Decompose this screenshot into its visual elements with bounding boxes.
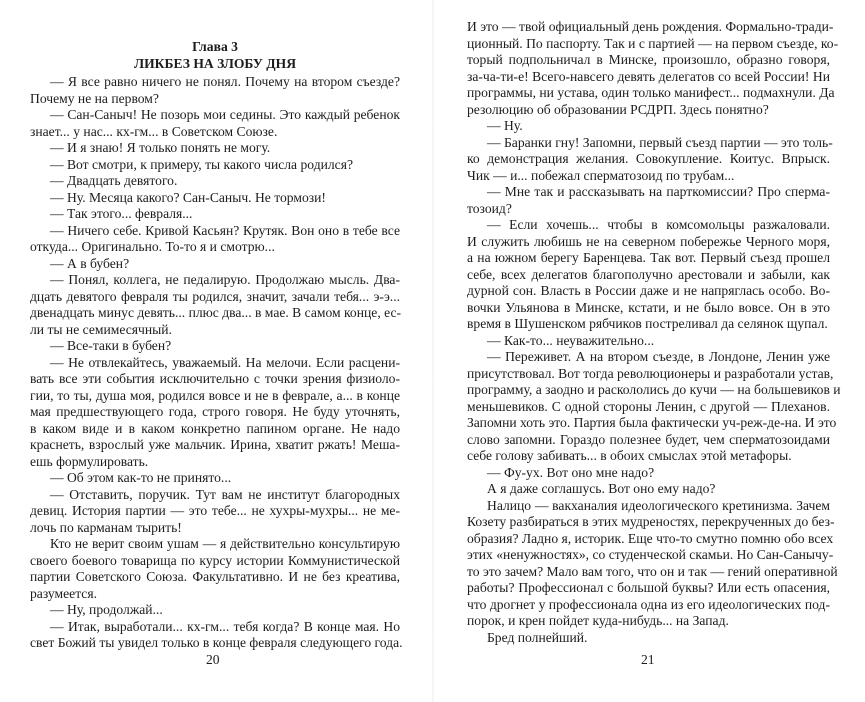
text-line: девиц. История партии — это тебе... не хухры-мухры... не ме-	[30, 503, 400, 518]
paragraph	[467, 184, 830, 217]
text-line: И служить любишь не на северном побережье Черного моря,	[467, 233, 830, 249]
paragraph	[467, 333, 830, 350]
text-line: себе, всех делегатов благополучно арестовали и забыли, как	[467, 266, 830, 282]
text-line: — Понял, коллега, не педалирую. Продолжаю мысль. Два-	[50, 272, 400, 287]
right-page-text	[467, 19, 841, 646]
paragraph	[30, 355, 400, 471]
text-line: — Не отвлекайтесь, уважаемый. На мелочи. Если расцени-	[50, 354, 400, 370]
paragraph	[467, 118, 830, 135]
text-line: ли ты не семимесячный.	[30, 321, 172, 337]
text-line: меньшевиков. С одной стороны Ленин, с другой — Плеханов.	[467, 398, 830, 414]
text-line: Запомни хоть это. Партия была фактически уч-реж-де-на. И это	[467, 415, 837, 430]
paragraph	[30, 470, 400, 487]
text-line: Почему не на первом?	[30, 90, 159, 106]
text-line: свет Божий ты увидел только в конце февраля следующего года.	[30, 635, 403, 650]
text-line: знает... у нас... кх-гм... в Советском Союзе.	[30, 123, 278, 139]
text-line: ко демонстрация желания. Совокупление. Коитус. Впрыск.	[467, 151, 830, 166]
text-line: И это — твой официальный день рождения. Формально-тради-	[467, 19, 834, 34]
paragraph	[30, 618, 403, 652]
text-line: порок, и крен пойдет куда-нибудь... на Запад.	[467, 613, 729, 628]
text-line: откуда... Оригинально. То-то я и смотрю...	[30, 239, 275, 254]
text-line: — Если хочешь... чтобы в комсомольцы разжаловали.	[487, 217, 830, 232]
paragraph	[467, 465, 830, 482]
text-line: партии Советского Союза. Факультативно. И не без креатива,	[30, 569, 400, 584]
paragraph	[30, 190, 400, 207]
text-line: присутствовал. Вот тогда революционеры и разработали устав,	[467, 365, 834, 381]
text-line: — А в бубен?	[50, 255, 130, 271]
text-line: — Об этом как-то не принято...	[50, 470, 232, 485]
paragraph	[30, 223, 400, 256]
text-line: — Ну. Месяца какого? Сан-Саныч. Не тормози!	[50, 189, 326, 205]
paragraph	[30, 206, 400, 223]
text-line: А я даже соглашусь. Вот оно ему надо?	[487, 481, 716, 496]
text-line: вочки Ульянова в Минске, кстати, и не было вовсе. Он в это	[467, 299, 830, 315]
text-line: Налицо — вакханалия идеологического кретинизма. Зачем	[487, 497, 830, 513]
text-line: этих «ненужностях», со студенческой скамьи. Но Сан-Санычу-	[467, 547, 834, 562]
text-line: то это зачем? Мало вам того, что он и так — гений оперативной	[467, 563, 838, 579]
text-line: — Отставить, поручик. Тут вам не институт благородных	[50, 486, 400, 502]
text-line: себе голову забивать... в обоих смыслах этой метафоры.	[467, 448, 792, 463]
paragraph	[30, 107, 400, 140]
text-line: Бред полнейший.	[487, 629, 588, 645]
text-line: вать все эти события исключительно с точки зрения физиоло-	[30, 371, 400, 386]
chapter-number: Глава 3	[192, 39, 238, 54]
text-line: Кто не верит своим ушам — я действительно консультирую	[50, 536, 400, 551]
paragraph	[467, 134, 833, 185]
text-line: работы? Профессионал с большой буквы? Или есть опасения,	[467, 580, 830, 595]
paragraph	[467, 481, 830, 498]
paragraph	[467, 349, 841, 465]
text-line: — Мне так и рассказывать на парткомиссии? Про сперма-	[487, 184, 830, 199]
paragraph	[467, 217, 830, 333]
text-line: — Вот смотри, к примеру, ты какого числа родился?	[50, 156, 353, 172]
text-line: ционный. По паспорту. Так и с партией — на первом съезде, ко-	[467, 35, 839, 51]
text-line: Чик — и... побежал сперматозоид по трубам...	[467, 167, 735, 183]
paragraph	[30, 140, 400, 157]
text-line: дцать девятого февраля ты родился, значит, зачали тебя... э-э...	[30, 288, 400, 304]
paragraph	[30, 338, 400, 355]
text-line: — Ничего себе. Кривой Касьян? Крутяк. Вон оно в тебе все	[50, 222, 400, 238]
paragraph	[30, 536, 400, 602]
text-line: в каком виде и в каком конкретно папином органе. Не надо	[30, 420, 400, 436]
text-line: мая предшествующего года, строго говоря. Не буду уточнять,	[30, 404, 400, 419]
text-line: за-ча-ти-е! Всего-навсего девять делегатов со всей России! Ни	[467, 68, 830, 84]
text-line: программы, ни устава, один только манифест... подмахнули. Да	[467, 85, 835, 100]
text-line: лочь по карманам тырить!	[30, 519, 182, 535]
text-line: — Двадцать девятого.	[50, 173, 178, 188]
left-page-text	[30, 74, 403, 652]
text-line: краснеть, взрослый уже мальчик. Ирина, хватит ржать! Меша-	[30, 437, 400, 452]
text-line: — Итак, выработали... кх-гм... тебя когда? В конце мая. Но	[50, 618, 400, 634]
text-line: время в Шушенском рябчиков постреливал да селянок щупал.	[467, 316, 828, 331]
paragraph	[30, 74, 400, 107]
page-number-left: 20	[206, 652, 220, 667]
text-line: своего боевого товарища по курсу истории Коммунистической	[30, 552, 400, 568]
text-line: — Ну.	[487, 118, 523, 133]
chapter-title: ЛИКБЕЗ НА ЗЛОБУ ДНЯ	[133, 56, 297, 71]
text-line: — Баранки гну! Запомни, первый съезд партии — это толь-	[487, 134, 833, 150]
paragraph	[30, 272, 400, 338]
paragraph	[30, 487, 400, 537]
text-line: — Переживет. А на втором съезде, в Лондоне, Ленин уже	[487, 349, 830, 364]
text-line: дурной сон. Власть в России даже и не напряглась особо. Во-	[467, 283, 830, 298]
book-gutter	[432, 0, 434, 702]
text-line: — Как-то... неуважительно...	[487, 332, 655, 348]
text-line: — Ну, продолжай...	[50, 602, 163, 617]
text-line: — Все-таки в бубен?	[50, 338, 172, 353]
text-line: торый подпольничал в Минске, произошло, образно говоря,	[467, 52, 830, 67]
paragraph	[467, 630, 830, 647]
paragraph	[30, 602, 400, 619]
text-line: резолюцию об образовании РСДРП. Здесь понятно?	[467, 101, 769, 117]
text-line: разумеется.	[30, 585, 97, 601]
paragraph	[30, 173, 400, 190]
text-line: ешь формулировать.	[30, 453, 149, 469]
text-line: — Я все равно ничего не понял. Почему на втором съезде?	[50, 74, 400, 89]
text-line: гии, то ты, душа моя, родился вовсе и не в феврале, а... в конце	[30, 387, 400, 403]
page-number-right: 21	[641, 652, 655, 667]
paragraph	[30, 157, 400, 174]
text-line: а на южном берегу Баренцева. Так вот. Первый съезд прошел	[467, 250, 830, 265]
text-line: — Сан-Саныч! Не позорь мои седины. Это каждый ребенок	[50, 107, 400, 122]
paragraph	[467, 19, 839, 118]
text-line: — И я знаю! Я только понять не могу.	[50, 140, 271, 155]
text-line: Козету разбираться в этих мудреностях, перекрученных до без-	[467, 514, 835, 529]
text-line: — Фу-ух. Вот оно мне надо?	[487, 464, 655, 480]
text-line: программу, а заодно и раскололись до кучи — на большевиков и	[467, 382, 841, 397]
text-line: двенадцать минус девять... плюс два... в мае. В самом конце, ес-	[30, 305, 402, 320]
paragraph	[30, 256, 400, 273]
text-line: тозоид?	[467, 200, 512, 216]
text-line: — Так этого... февраля...	[50, 206, 193, 221]
text-line: что дрогнет у профессионала одна из его идеологических под-	[467, 596, 830, 612]
text-line: слово запомни. Гораздо полезнее будет, чем сперматозоидами	[467, 431, 830, 447]
text-line: образия? Ладно я, историк. Еще что-то смутно помню обо всех	[467, 530, 834, 546]
paragraph	[467, 497, 838, 630]
